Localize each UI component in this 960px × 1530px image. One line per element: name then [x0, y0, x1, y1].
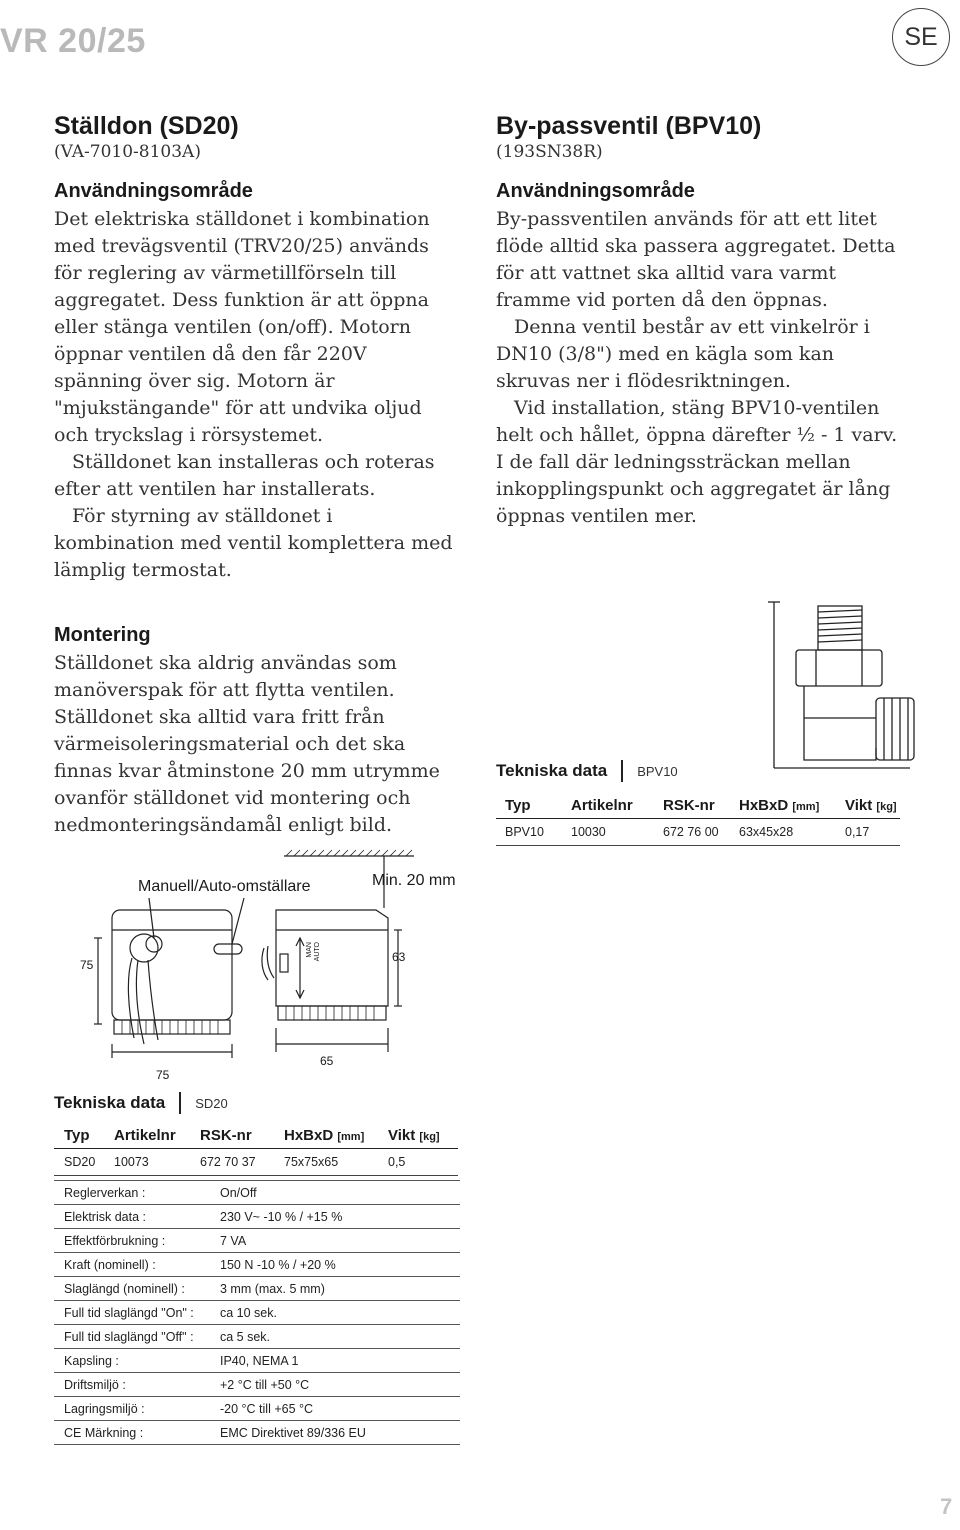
col-artikelnr: Artikelnr: [571, 792, 663, 819]
sd20-code: (VA-7010-8103A): [54, 142, 201, 162]
bpv10-code: (193SN38R): [496, 142, 603, 162]
auto-label: AUTO: [314, 942, 321, 962]
table-row: [54, 1149, 458, 1176]
mount-heading: Montering: [54, 624, 151, 646]
min-clearance-label: Min. 20 mm: [372, 872, 456, 889]
product-name: BPV10: [637, 763, 678, 779]
bpv10-usage-heading: Användningsområde: [496, 180, 695, 202]
page-number: 7: [940, 1494, 953, 1519]
cell: 672 70 37: [200, 1149, 284, 1176]
cell: 63x45x28: [739, 819, 845, 846]
spec-row: [54, 1205, 460, 1229]
bpv10-tech-header: [496, 760, 678, 782]
col-rsk: RSK-nr: [200, 1122, 284, 1149]
cell: 10073: [114, 1149, 200, 1176]
product-name: SD20: [195, 1095, 228, 1111]
cell: BPV10: [496, 819, 571, 846]
tech-data-label: Tekniska data: [54, 1093, 166, 1112]
spec-label: CE Märkning :: [54, 1421, 210, 1445]
spec-value: -20 °C till +65 °C: [210, 1397, 460, 1421]
paragraph: För styrning av ställdonet i kombination med ventil komplettera med lämplig termostat.: [54, 505, 453, 581]
switch-label: Manuell/Auto-omställare: [138, 878, 311, 895]
paragraph: Ställdonet kan installeras och roteras efter att ventilen har installerats.: [54, 451, 435, 500]
cell: 672 76 00: [663, 819, 739, 846]
sd20-tech-header: [54, 1092, 228, 1114]
sd20-title: Ställdon (SD20): [54, 112, 239, 140]
col-vikt: Vikt [kg]: [845, 792, 900, 819]
spec-label: Kapsling :: [54, 1349, 210, 1373]
spec-row: [54, 1397, 460, 1421]
paragraph: Denna ventil består av ett vinkelrör i DN10 (3/8") med en kägla som kan skruvas ner i flödesriktningen.: [496, 316, 870, 392]
spec-label: Kraft (nominell) :: [54, 1253, 210, 1277]
col-rsk: RSK-nr: [663, 792, 739, 819]
divider: [621, 760, 623, 782]
col-artikelnr: Artikelnr: [114, 1122, 200, 1149]
spec-row: [54, 1325, 460, 1349]
mount-text: [54, 650, 464, 839]
spec-value: 7 VA: [210, 1229, 460, 1253]
dim-width-left: 75: [156, 1068, 170, 1082]
bypass-valve-drawing: [760, 598, 920, 776]
spec-row: [54, 1301, 460, 1325]
spec-label: Driftsmiljö :: [54, 1373, 210, 1397]
spec-value: 150 N -10 % / +20 %: [210, 1253, 460, 1277]
table-row: [496, 819, 900, 846]
bpv10-usage-text: [496, 206, 906, 530]
paragraph: Vid installation, stäng BPV10-ventilen helt och hållet, öppna därefter ½ - 1 varv. I de fall där ledningssträckan mellan inkopplingspunkt och aggregatet är lång öppnas ventilen mer.: [496, 397, 898, 527]
sd20-usage-heading: Användningsområde: [54, 180, 253, 202]
spec-value: ca 5 sek.: [210, 1325, 460, 1349]
paragraph: By-passventilen används för att ett litet flöde alltid ska passera aggregatet. Detta för att vattnet ska alltid vara varmt framme vid porten då den öppnas.: [496, 208, 896, 311]
sd20-spec-table: [54, 1180, 460, 1445]
actuator-drawing: [54, 848, 474, 1088]
paragraph: Ställdonet ska aldrig användas som manöverspak för att flytta ventilen. Ställdonet ska alltid vara fritt från värmeisoleringsmaterial och det ska finnas kvar åtminstone 20 mm utrymme ovanför ställdonet vid montering och nedmonteringsändamål enligt bild.: [54, 652, 440, 836]
col-vikt: Vikt [kg]: [388, 1122, 458, 1149]
spec-label: Elektrisk data :: [54, 1205, 210, 1229]
spec-row: [54, 1421, 460, 1445]
man-label: MAN: [306, 942, 313, 958]
spec-label: Effektförbrukning :: [54, 1229, 210, 1253]
paragraph: Det elektriska ställdonet i kombination med trevägsventil (TRV20/25) används för reglering av värmetillförseln till aggregatet. Dess funktion är att öppna eller stänga ventilen (on/off). Motorn öppnar ventilen då den får 220V spänning över sig. Motorn är "mjukstängande" för att undvika oljud och tryckslag i rörsystemet.: [54, 208, 430, 446]
spec-row: [54, 1181, 460, 1205]
col-dim: HxBxD [mm]: [739, 792, 845, 819]
col-typ: Typ: [496, 792, 571, 819]
dim-height-left: 75: [80, 958, 94, 972]
sd20-usage-text: [54, 206, 454, 584]
divider: [179, 1092, 181, 1114]
language-badge: SE: [892, 8, 950, 66]
cell: 75x75x65: [284, 1149, 388, 1176]
table-header-row: [496, 792, 900, 819]
sd20-tech-table: [54, 1122, 458, 1176]
col-dim: HxBxD [mm]: [284, 1122, 388, 1149]
spec-row: [54, 1253, 460, 1277]
spec-row: [54, 1229, 460, 1253]
spec-label: Reglerverkan :: [54, 1181, 210, 1205]
spec-value: 230 V~ -10 % / +15 %: [210, 1205, 460, 1229]
bpv10-title: By-passventil (BPV10): [496, 112, 762, 140]
spec-label: Full tid slaglängd "On" :: [54, 1301, 210, 1325]
spec-value: IP40, NEMA 1: [210, 1349, 460, 1373]
spec-row: [54, 1349, 460, 1373]
document-title: VR 20/25: [0, 22, 146, 60]
col-typ: Typ: [54, 1122, 114, 1149]
spec-value: ca 10 sek.: [210, 1301, 460, 1325]
cell: 0,17: [845, 819, 900, 846]
spec-value: EMC Direktivet 89/336 EU: [210, 1421, 460, 1445]
spec-value: On/Off: [210, 1181, 460, 1205]
spec-label: Full tid slaglängd "Off" :: [54, 1325, 210, 1349]
cell: 0,5: [388, 1149, 458, 1176]
spec-label: Slaglängd (nominell) :: [54, 1277, 210, 1301]
spec-row: [54, 1277, 460, 1301]
spec-value: +2 °C till +50 °C: [210, 1373, 460, 1397]
spec-label: Lagringsmiljö :: [54, 1397, 210, 1421]
spec-value: 3 mm (max. 5 mm): [210, 1277, 460, 1301]
cell: SD20: [54, 1149, 114, 1176]
bpv10-tech-table: [496, 792, 900, 846]
tech-data-label: Tekniska data: [496, 761, 608, 780]
spec-row: [54, 1373, 460, 1397]
cell: 10030: [571, 819, 663, 846]
dim-width-right: 65: [320, 1054, 334, 1068]
table-header-row: [54, 1122, 458, 1149]
dim-height-right: 63: [392, 950, 406, 964]
